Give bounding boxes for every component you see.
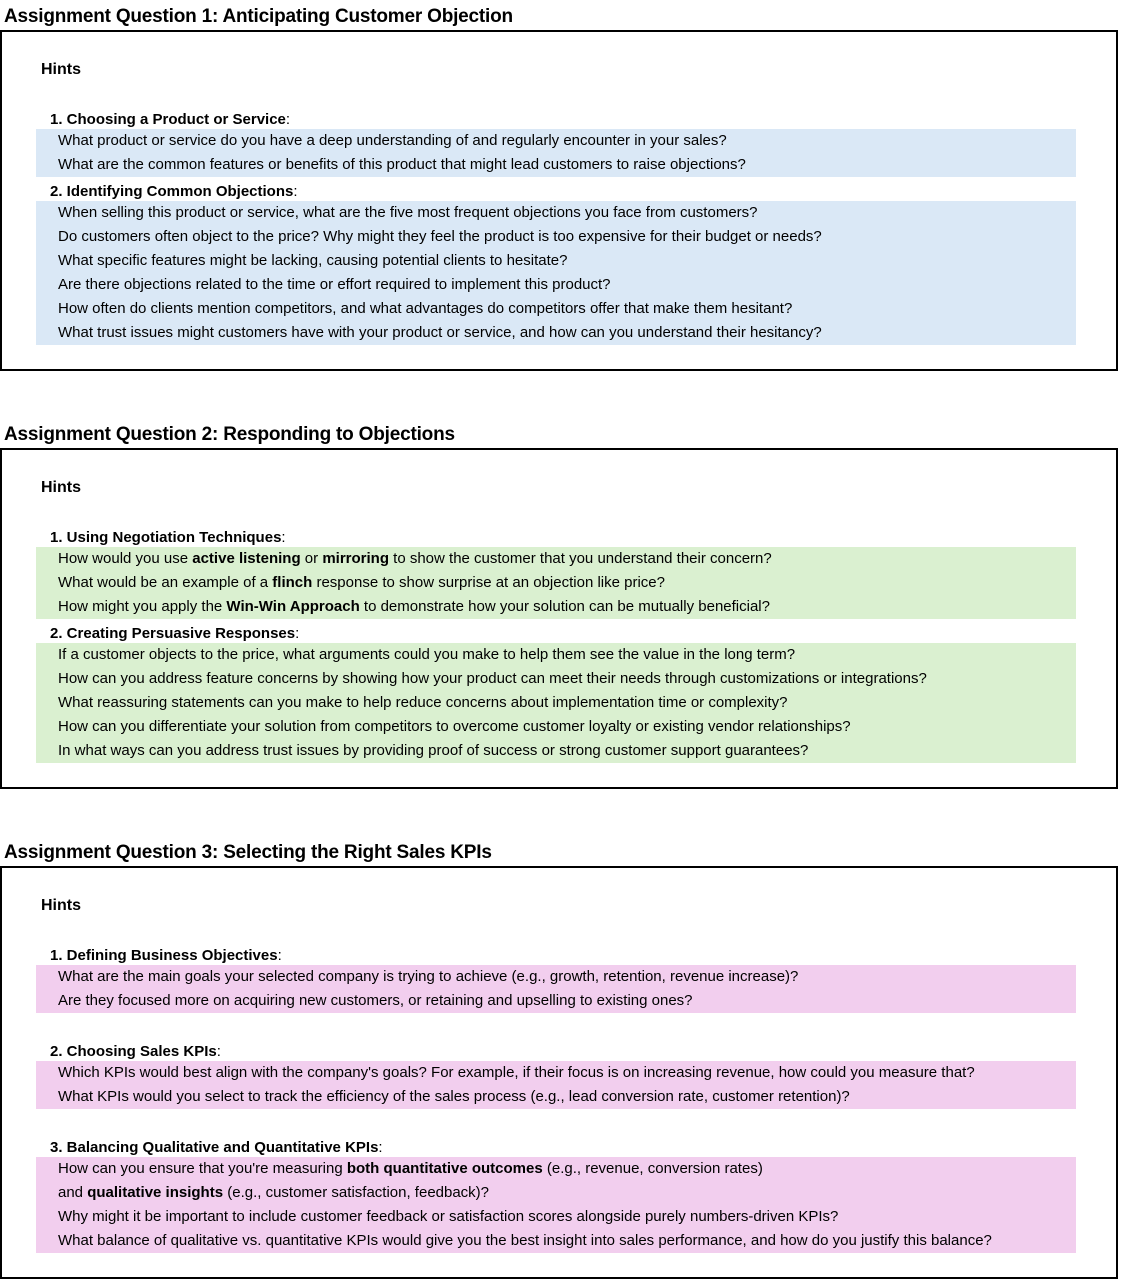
section-heading-colon: : (216, 1043, 221, 1060)
hint-band (36, 643, 1076, 763)
section-heading-text: 2. Identifying Common Objections (50, 183, 294, 200)
hint-band (36, 1061, 1076, 1109)
hint-text: What are the common features or benefits of this product that might lead customers to raise objections? (58, 156, 746, 173)
hint-text: Do customers often object to the price? Why might they feel the product is too expensive for their budget or needs? (58, 228, 822, 245)
hint-text: When selling this product or service, what are the five most frequent objections you face from customers? (58, 204, 758, 221)
hint-text: What reassuring statements can you make to help reduce concerns about implementation time or complexity? (58, 694, 788, 711)
hint-text: How can you address feature concerns by showing how your product can meet their needs through customizations or integrations? (58, 670, 927, 687)
hint-text: If a customer objects to the price, what arguments could you make to help them see the value in the long term? (58, 646, 796, 663)
hint-text: Which KPIs would best align with the company's goals? For example, if their focus is on increasing revenue, how could you measure that? (58, 1064, 975, 1081)
hints-label: Hints (41, 61, 81, 78)
hint-emphasis: mirroring (322, 550, 389, 567)
hint-question (36, 1085, 1076, 1109)
hint-text: and (58, 1184, 88, 1201)
hint-emphasis: Win-Win Approach (226, 598, 360, 615)
hint-question (36, 739, 1076, 763)
question-2-hints-box (0, 448, 1118, 789)
hint-text: to show the customer that you understand their concern? (389, 550, 772, 567)
hint-question (36, 595, 1076, 619)
hint-text: How might you apply the (58, 598, 227, 615)
hint-band (36, 547, 1076, 619)
hint-question (36, 667, 1076, 691)
hint-emphasis: qualitative insights (87, 1184, 224, 1201)
hint-text: or (300, 550, 323, 567)
hint-question (36, 643, 1076, 667)
hint-band (36, 129, 1076, 177)
section-heading-colon: : (281, 529, 286, 546)
hint-question (36, 547, 1076, 571)
hint-question (36, 965, 1076, 989)
question-1-title: Assignment Question 1: Anticipating Customer Objection (4, 6, 513, 27)
section-heading-text: 2. Choosing Sales KPIs (50, 1043, 217, 1060)
hint-text: to demonstrate how your solution can be mutually beneficial? (359, 598, 770, 615)
hint-text: (e.g., customer satisfaction, feedback)? (223, 1184, 490, 1201)
hint-question (36, 201, 1076, 225)
hint-question (36, 989, 1076, 1013)
hint-question (36, 129, 1076, 153)
hint-text: What product or service do you have a deep understanding of and regularly encounter in your sales? (58, 132, 727, 149)
hint-emphasis: flinch (272, 574, 313, 591)
hint-question (36, 273, 1076, 297)
hint-question (36, 1181, 1076, 1205)
hint-question (36, 1157, 1076, 1181)
section-heading-colon: : (295, 625, 300, 642)
hint-text: response to show surprise at an objection like price? (312, 574, 665, 591)
hint-text: How can you ensure that you're measuring (58, 1160, 347, 1177)
hint-band (36, 965, 1076, 1013)
hint-question (36, 321, 1076, 345)
hint-question (36, 1205, 1076, 1229)
hint-text: Are there objections related to the time or effort required to implement this product? (58, 276, 611, 293)
hint-text: What trust issues might customers have with your product or service, and how can you understand their hesitancy? (58, 324, 822, 341)
hint-question (36, 1229, 1076, 1253)
hint-text: What balance of qualitative vs. quantitative KPIs would give you the best insight into sales performance, and how do you justify this balance? (58, 1232, 992, 1249)
hint-question (36, 153, 1076, 177)
section-heading-text: 1. Choosing a Product or Service (50, 111, 286, 128)
hint-band (36, 1157, 1076, 1253)
section-heading-colon: : (277, 947, 282, 964)
section-heading-colon: : (285, 111, 291, 128)
section-heading-colon: : (378, 1139, 383, 1156)
hint-text: What specific features might be lacking, causing potential clients to hesitate? (58, 252, 568, 269)
section-heading-text: 3. Balancing Qualitative and Quantitative KPIs (50, 1139, 379, 1156)
hint-text: How would you use (58, 550, 193, 567)
section-heading-text: 2. Creating Persuasive Responses (50, 625, 296, 642)
hint-text: How often do clients mention competitors, and what advantages do competitors offer that make them hesitant? (58, 300, 793, 317)
hints-label: Hints (41, 897, 81, 914)
hint-question (36, 691, 1076, 715)
hint-text: In what ways can you address trust issues by providing proof of success or strong customer support guarantees? (58, 742, 809, 759)
section-heading-text: 1. Defining Business Objectives (50, 947, 278, 964)
hint-band (36, 201, 1076, 345)
question-2-title: Assignment Question 2: Responding to Objections (4, 424, 455, 445)
hint-question (36, 571, 1076, 595)
question-1-hints-box (0, 30, 1118, 371)
hint-question (36, 225, 1076, 249)
hint-question (36, 297, 1076, 321)
section-heading-text: 1. Using Negotiation Techniques (50, 529, 282, 546)
hint-text: What would be an example of a (58, 574, 273, 591)
hints-label: Hints (41, 479, 81, 496)
hint-question (36, 249, 1076, 273)
hint-text: What KPIs would you select to track the efficiency of the sales process (e.g., lead conversion rate, customer retention)? (58, 1088, 850, 1105)
hint-text: Are they focused more on acquiring new customers, or retaining and upselling to existing ones? (58, 992, 693, 1009)
hint-question (36, 1061, 1076, 1085)
hint-text: What are the main goals your selected company is trying to achieve (e.g., growth, retention, revenue increase)? (58, 968, 799, 985)
hint-text: Why might it be important to include customer feedback or satisfaction scores alongside purely numbers-driven KPIs? (58, 1208, 839, 1225)
section-heading-colon: : (293, 183, 298, 200)
question-3-hints-box (0, 866, 1118, 1279)
hint-emphasis: both quantitative outcomes (346, 1160, 543, 1177)
hint-emphasis: active listening (192, 550, 301, 567)
hint-text: How can you differentiate your solution from competitors to overcome customer loyalty or existing vendor relationships? (58, 718, 851, 735)
hint-question (36, 715, 1076, 739)
question-3-title: Assignment Question 3: Selecting the Right Sales KPIs (4, 842, 492, 863)
hint-text: (e.g., revenue, conversion rates) (542, 1160, 763, 1177)
